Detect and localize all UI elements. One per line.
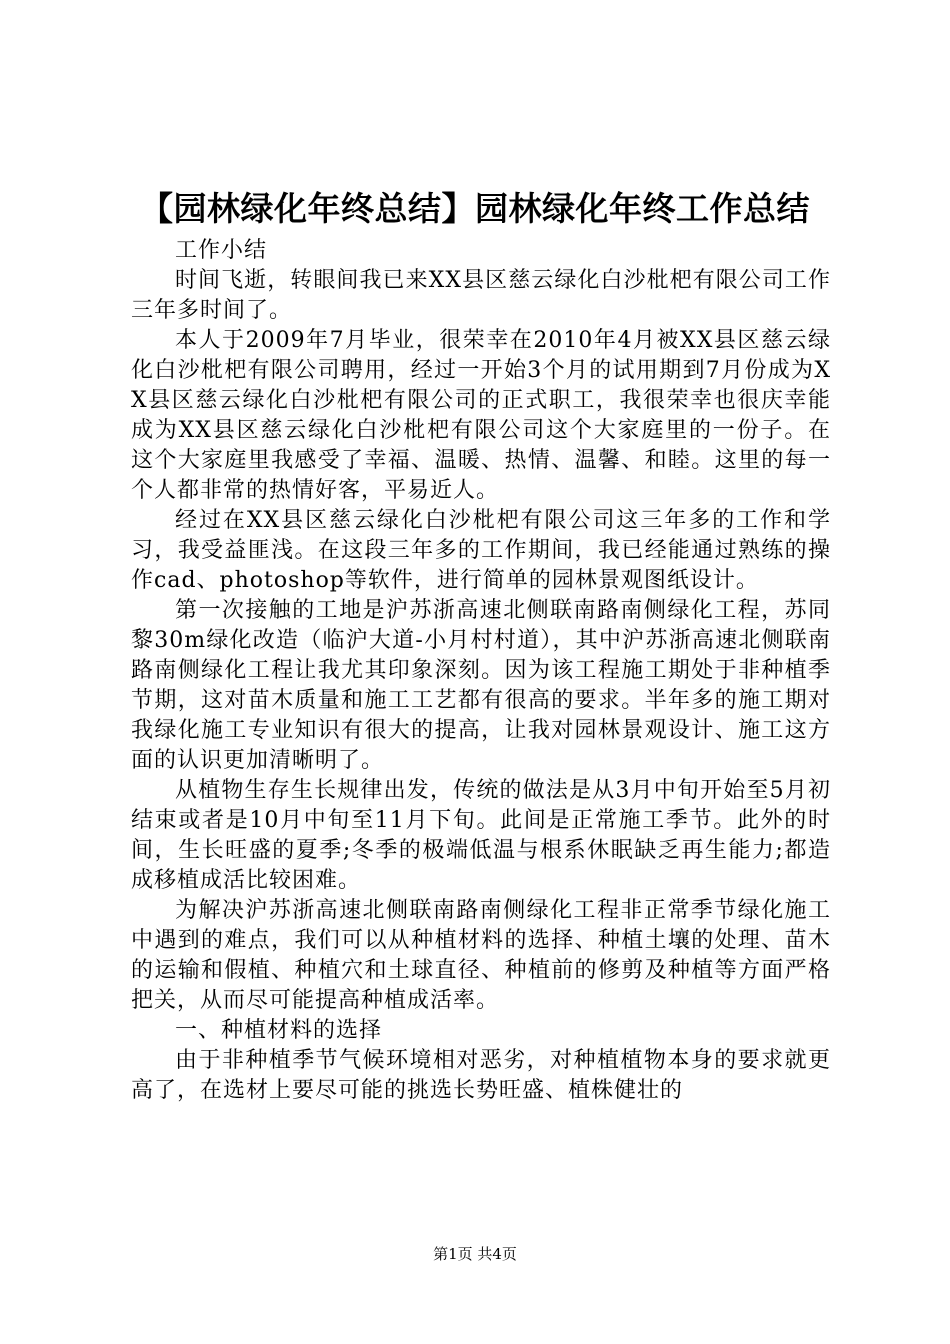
page-title: 【园林绿化年终总结】园林绿化年终工作总结	[140, 189, 810, 228]
paragraph: 由于非种植季节气候环境相对恶劣，对种植植物本身的要求就更高了，在选材上要尽可能的挑选长势旺盛、植株健壮的	[131, 1048, 831, 1103]
paragraph: 从植物生存生长规律出发，传统的做法是从3月中旬开始至5月初结束或者是10月中旬至11月下旬。此间是正常施工季节。此外的时间，生长旺盛的夏季;冬季的极端低温与根系休眠缺乏再生能力;都造成移植成活比较困难。	[131, 778, 831, 893]
section-heading: 一、种植材料的选择	[175, 1018, 383, 1043]
paragraph: 时间飞逝，转眼间我已来XX县区慈云绿化白沙枇杷有限公司工作三年多时间了。	[131, 268, 831, 323]
document-body	[131, 236, 831, 1106]
paragraph: 第一次接触的工地是沪苏浙高速北侧联南路南侧绿化工程，苏同黎30m绿化改造（临沪大道-小月村村道），其中沪苏浙高速北侧联南路南侧绿化工程让我尤其印象深刻。因为该工程施工期处于非种植季节期，这对苗木质量和施工工艺都有很高的要求。半年多的施工期对我绿化施工专业知识有很大的提高，让我对园林景观设计、施工这方面的认识更加清晰明了。	[131, 598, 831, 773]
paragraph: 经过在XX县区慈云绿化白沙枇杷有限公司这三年多的工作和学习，我受益匪浅。在这段三年多的工作期间，我已经能通过熟练的操作cad、photoshop等软件，进行简单的园林景观图纸设计。	[131, 508, 831, 593]
paragraph-heading-summary: 工作小结	[175, 238, 268, 263]
paragraph: 本人于2009年7月毕业，很荣幸在2010年4月被XX县区慈云绿化白沙枇杷有限公司聘用，经过一开始3个月的试用期到7月份成为XX县区慈云绿化白沙枇杷有限公司的正式职工，我很荣幸也很庆幸能成为XX县区慈云绿化白沙枇杷有限公司这个大家庭里的一份子。在这个大家庭里我感受了幸福、温暖、热情、温馨、和睦。这里的每一个人都非常的热情好客，平易近人。	[131, 328, 831, 503]
paragraph: 为解决沪苏浙高速北侧联南路南侧绿化工程非正常季节绿化施工中遇到的难点，我们可以从种植材料的选择、种植土壤的处理、苗木的运输和假植、种植穴和土球直径、种植前的修剪及种植等方面严格把关，从而尽可能提高种植成活率。	[131, 898, 831, 1013]
page-footer: 第1页 共4页	[433, 1245, 517, 1263]
